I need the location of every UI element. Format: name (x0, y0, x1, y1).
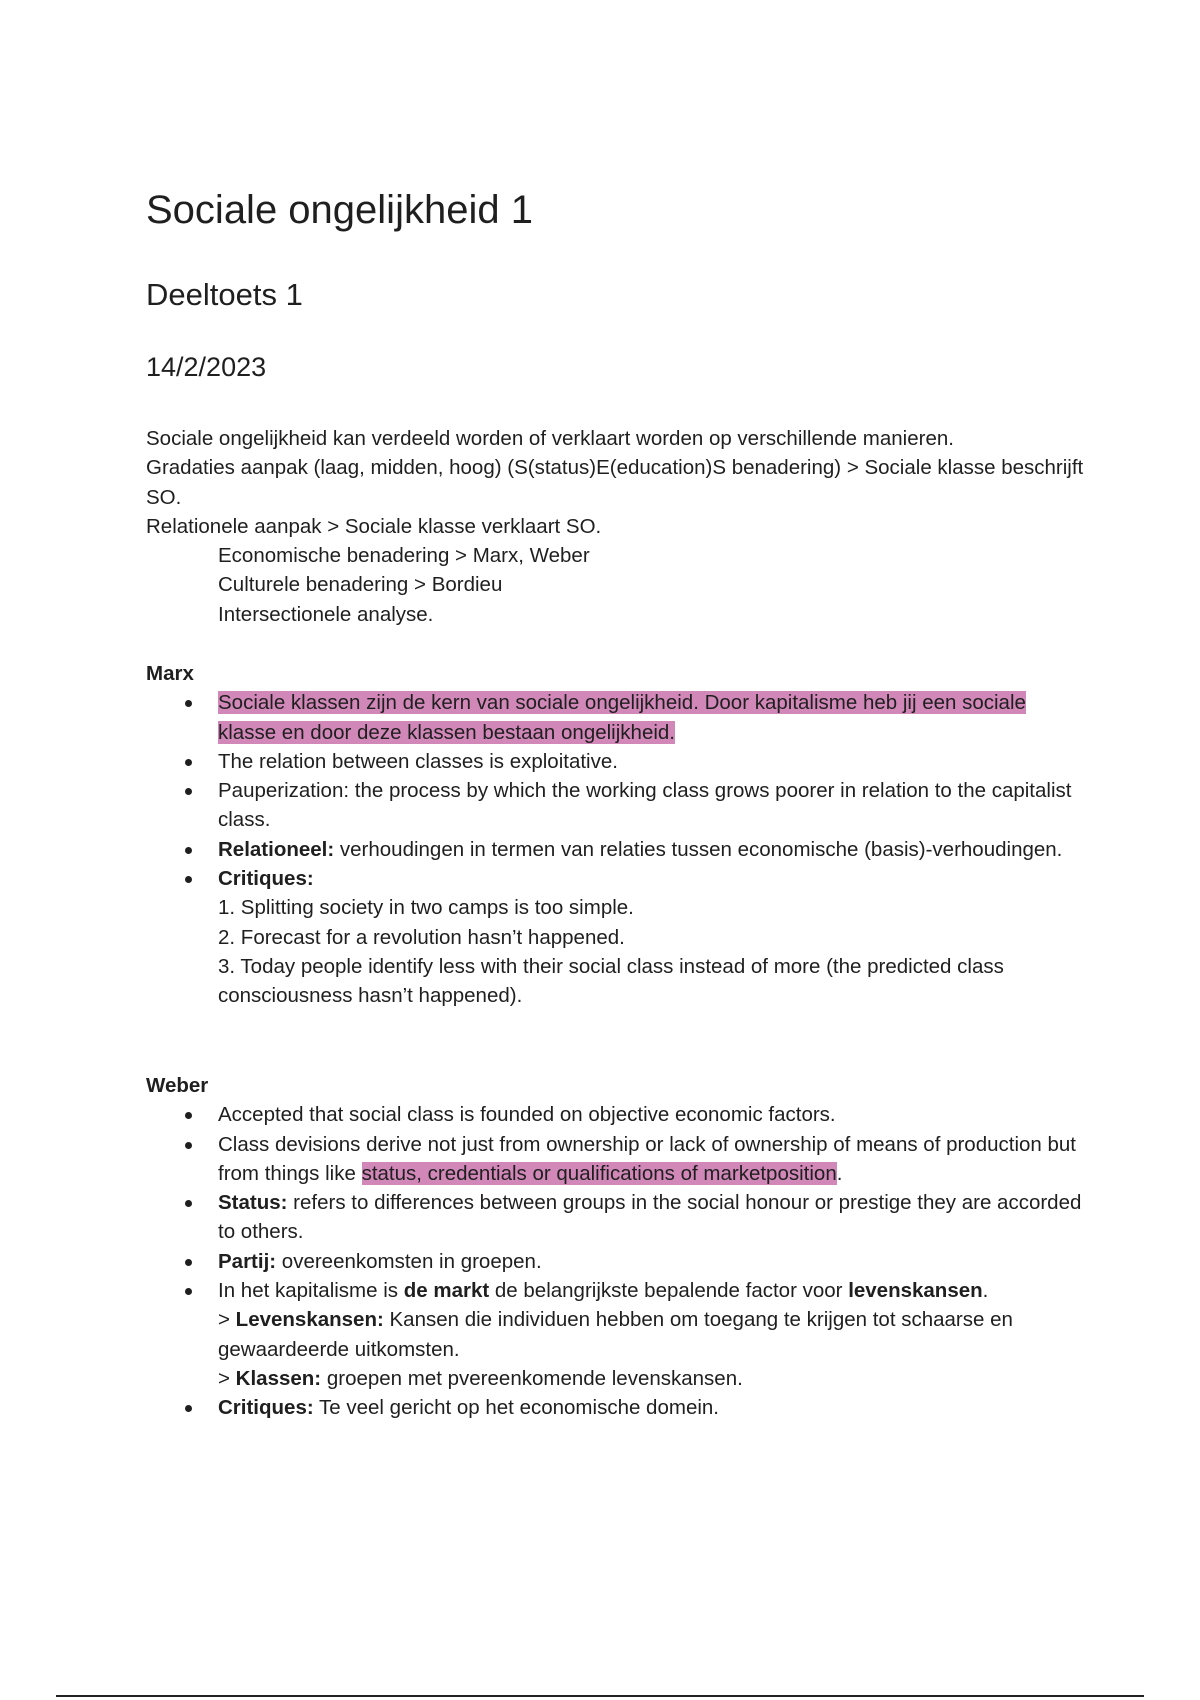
list-item-text: overeenkomsten in groepen. (276, 1249, 542, 1273)
intro-line: Sociale ongelijkheid kan verdeeld worden of verklaart worden op verschillende manieren. (146, 427, 954, 450)
list-item-text: . (836, 1161, 843, 1185)
list-item (146, 1276, 1086, 1393)
bullet-icon (185, 700, 192, 707)
list-item (146, 747, 1086, 776)
page-title: Sociale ongelijkheid 1 (146, 188, 533, 232)
critique-line: 1. Splitting society in two camps is too simple. (218, 896, 634, 920)
list-item-text: Accepted that social class is founded on objective economic factors. (218, 1103, 836, 1127)
bullet-icon (185, 788, 192, 795)
term-label: Status: (218, 1191, 288, 1215)
list-item-text: de belangrijkste bepalende factor voor (489, 1279, 849, 1303)
section-heading-weber: Weber (146, 1074, 209, 1097)
list-item-text: Pauperization: the process by which the working class grows poorer in relation to the capitalist class. (218, 779, 1072, 832)
list-item-text: The relation between classes is exploitative. (218, 749, 618, 773)
marx-bullet-list (146, 688, 1086, 1010)
list-item (146, 688, 1086, 747)
critique-line: 2. Forecast for a revolution hasn’t happened. (218, 925, 625, 949)
highlighted-text: status, credentials or qualifications of marketposition (361, 1161, 837, 1185)
marx-section (146, 659, 1086, 1011)
list-item-text: verhoudingen in termen van relaties tussen economische (basis)-verhoudingen. (334, 837, 1063, 861)
bullet-icon (185, 1259, 192, 1266)
bullet-icon (185, 1142, 192, 1149)
critique-line: 3. Today people identify less with their social class instead of more (the predicted class consciousness hasn’t happened). (218, 954, 1004, 1008)
bullet-icon (185, 847, 192, 854)
list-item-text: In het kapitalisme is (218, 1279, 404, 1303)
bullet-icon (185, 1405, 192, 1412)
bold-term: levenskansen (848, 1279, 983, 1303)
weber-bullet-list (146, 1100, 1086, 1422)
intro-line: Gradaties aanpak (laag, midden, hoog) (S(status)E(education)S benadering) > Sociale klasse beschrijft SO. (146, 456, 1084, 509)
highlighted-text: Sociale klassen zijn de kern van sociale ongelijkheid. Door kapitalisme heb jij een sociale klasse en door deze klassen bestaan ongelijkheid. (218, 691, 1026, 744)
intro-indented-line: Intersectionele analyse. (218, 602, 434, 626)
list-item (146, 1393, 1086, 1422)
list-item-text: refers to differences between groups in the social honour or prestige they are accorded to others. (218, 1191, 1082, 1244)
list-item-text: . (982, 1279, 989, 1303)
list-item-text: Te veel gericht op het economische domein. (313, 1396, 719, 1420)
bullet-icon (185, 1288, 192, 1295)
intro-section (146, 424, 1086, 629)
bullet-icon (185, 1112, 192, 1119)
sub-point-prefix: > (218, 1308, 236, 1332)
sub-point-text: groepen met pvereenkomende levenskansen. (321, 1366, 743, 1390)
bullet-icon (185, 876, 192, 883)
page-subtitle: Deeltoets 1 (146, 277, 303, 312)
bullet-icon (185, 759, 192, 766)
list-item (146, 1100, 1086, 1129)
intro-indented-line: Economische benadering > Marx, Weber (218, 544, 590, 568)
list-item (146, 1247, 1086, 1276)
bold-term: de markt (403, 1279, 490, 1303)
sub-point-text: Kansen die individuen hebben om toegang te krijgen tot schaarse en gewaardeerde uitkomsten. (218, 1308, 1013, 1361)
bottom-divider (56, 1695, 1144, 1697)
page-date: 14/2/2023 (146, 352, 267, 382)
term-label: Relationeel: (218, 837, 335, 861)
sub-point (218, 1305, 1086, 1364)
term-label: Klassen: (235, 1366, 322, 1390)
list-item (146, 1130, 1086, 1189)
sub-point-prefix: > (218, 1366, 236, 1390)
term-label: Levenskansen: (235, 1308, 384, 1332)
weber-section (146, 1071, 1086, 1423)
list-item-text: Class devisions derive not just from ownership or lack of ownership of means of production but from things like (218, 1132, 1077, 1185)
list-item (146, 864, 1086, 1010)
term-label: Partij: (218, 1249, 277, 1273)
intro-indented-line: Culturele benadering > Bordieu (218, 573, 503, 597)
term-label: Critiques: (218, 1396, 314, 1420)
sub-point (218, 1364, 1086, 1393)
list-item (146, 1188, 1086, 1247)
term-label: Critiques: (218, 867, 314, 891)
list-item (146, 776, 1086, 835)
bullet-icon (185, 1200, 192, 1207)
list-item (146, 835, 1086, 864)
section-heading-marx: Marx (146, 662, 194, 685)
intro-line: Relationele aanpak > Sociale klasse verklaart SO. (146, 514, 602, 538)
